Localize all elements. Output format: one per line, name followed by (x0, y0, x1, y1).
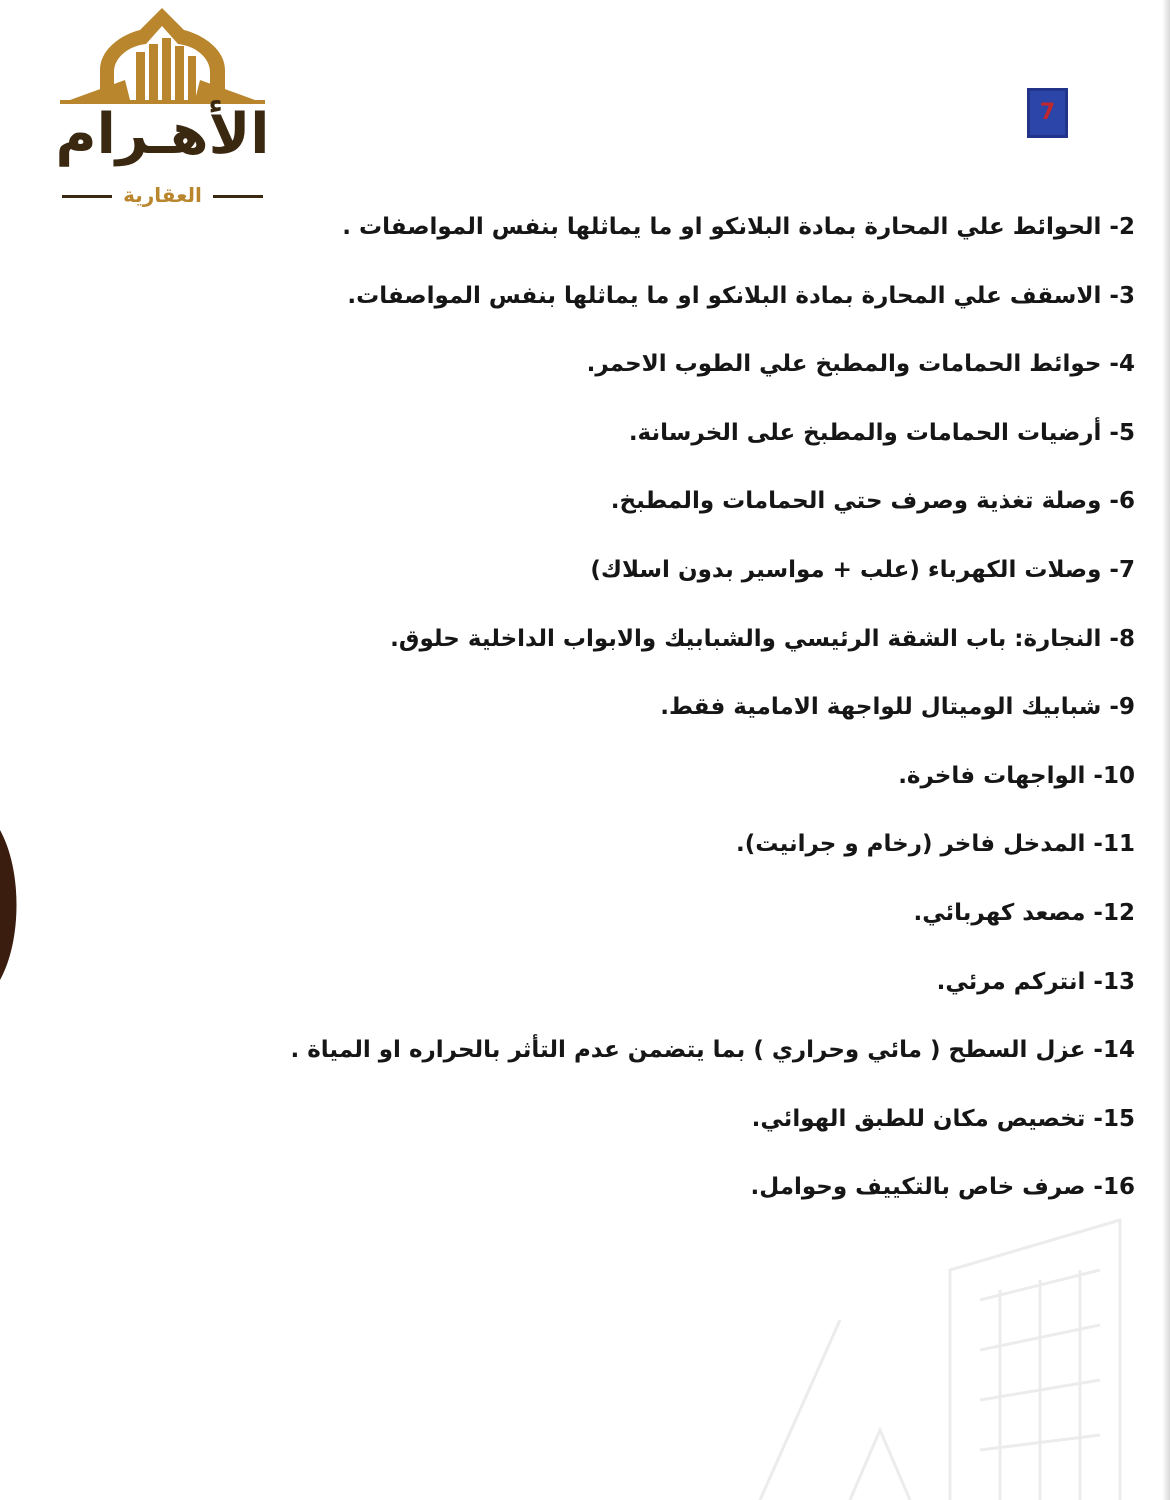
building-watermark (700, 1200, 1170, 1500)
scan-edge-right (1162, 0, 1170, 1500)
list-item: 2- الحوائط علي المحارة بمادة البلانكو او ما يماثلها بنفس المواصفات . (342, 214, 1135, 240)
list-item: 12- مصعد كهربائي. (913, 899, 1135, 926)
list-item: 3- الاسقف علي المحارة بمادة البلانكو او ما يماثلها بنفس المواصفات. (347, 282, 1135, 309)
logo-subtitle: العقارية (123, 183, 202, 207)
list-item: 6- وصلة تغذية وصرف حتي الحمامات والمطبخ. (610, 488, 1135, 515)
list-item: 11- المدخل فاخر (رخام و جرانيت). (735, 831, 1135, 858)
list-item: 8- النجارة: باب الشقة الرئيسي والشبابيك والابواب الداخلية حلوق. (390, 625, 1135, 652)
list-item: 15- تخصيص مكان للطبق الهوائي. (751, 1105, 1135, 1132)
specifications-list (290, 210, 1135, 1239)
list-item: 14- عزل السطح ( مائي وحراري ) بما يتضمن عدم التأثر بالحراره او المياة . (290, 1037, 1135, 1064)
logo-emblem-icon (50, 0, 275, 110)
scan-edge-shadow (0, 830, 20, 980)
list-item: 7- وصلات الكهرباء (علب + مواسير بدون اسلاك) (590, 556, 1135, 583)
list-item: 5- أرضيات الحمامات والمطبخ على الخرسانة. (628, 419, 1135, 446)
logo-subtitle-row (50, 180, 275, 210)
list-item: 10- الواجهات فاخرة. (898, 762, 1135, 789)
list-item: 13- انتركم مرئي. (936, 968, 1135, 995)
page-number: 7 (1039, 100, 1056, 125)
list-item: 9- شبابيك الوميتال للواجهة الامامية فقط. (660, 694, 1135, 721)
page-number-badge (1027, 88, 1068, 138)
logo-name: الأهـرام (55, 102, 270, 167)
company-logo (50, 0, 275, 215)
list-item: 4- حوائط الحمامات والمطبخ علي الطوب الاحمر. (586, 351, 1135, 378)
list-item: 16- صرف خاص بالتكييف وحوامل. (750, 1174, 1135, 1201)
